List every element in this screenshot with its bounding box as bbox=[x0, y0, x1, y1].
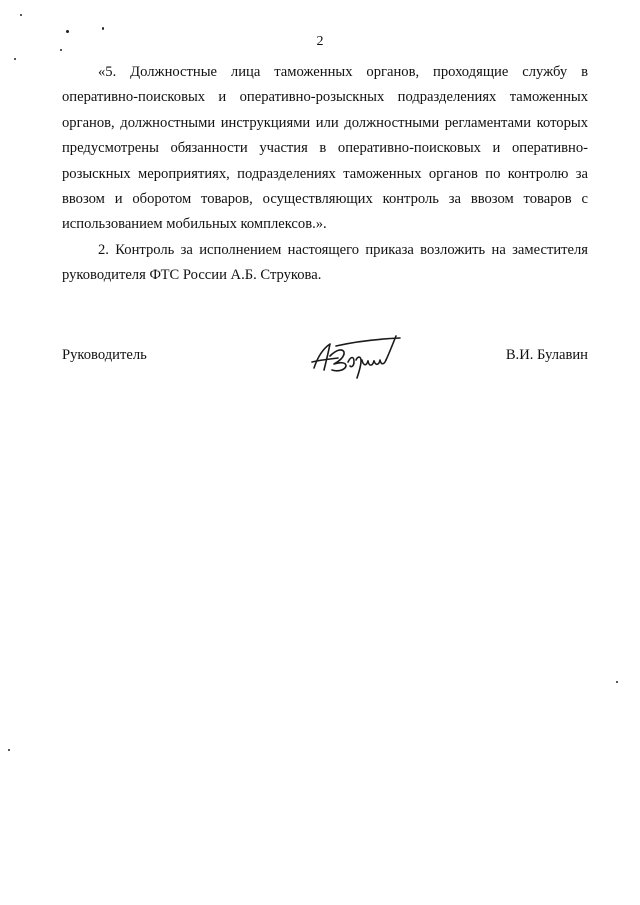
scan-speck bbox=[616, 681, 618, 683]
scan-speck bbox=[14, 58, 16, 60]
signatory-name: В.И. Булавин bbox=[505, 347, 588, 363]
page-number: 2 bbox=[316, 34, 324, 49]
document-body bbox=[62, 60, 588, 289]
scan-speck bbox=[66, 30, 69, 33]
paragraph: «5. Должностные лица таможенных органов, проходящие службу в оперативно-поисковых и оперативно-розыскных подразделениях таможенных органов, должностными инструкциями или должностными регламентами которых предусмотрены обязанности участия в оперативно-поисковых и оперативно-розыскных мероприятиях, подразделениях таможенных органов по контролю за ввозом и оборотом товаров, осуществляющих контроль за ввозом товаров с использованием мобильных комплексов.». bbox=[62, 64, 588, 233]
paragraph: 2. Контроль за исполнением настоящего приказа возложить на заместителя руководителя ФТС России А.Б. Струкова. bbox=[62, 241, 588, 284]
signatory-title: Руководитель bbox=[62, 347, 147, 363]
handwritten-signature bbox=[308, 332, 404, 382]
scan-speck bbox=[102, 27, 104, 30]
scan-speck bbox=[20, 14, 22, 16]
scan-speck bbox=[8, 749, 10, 751]
signature-block bbox=[62, 340, 588, 380]
